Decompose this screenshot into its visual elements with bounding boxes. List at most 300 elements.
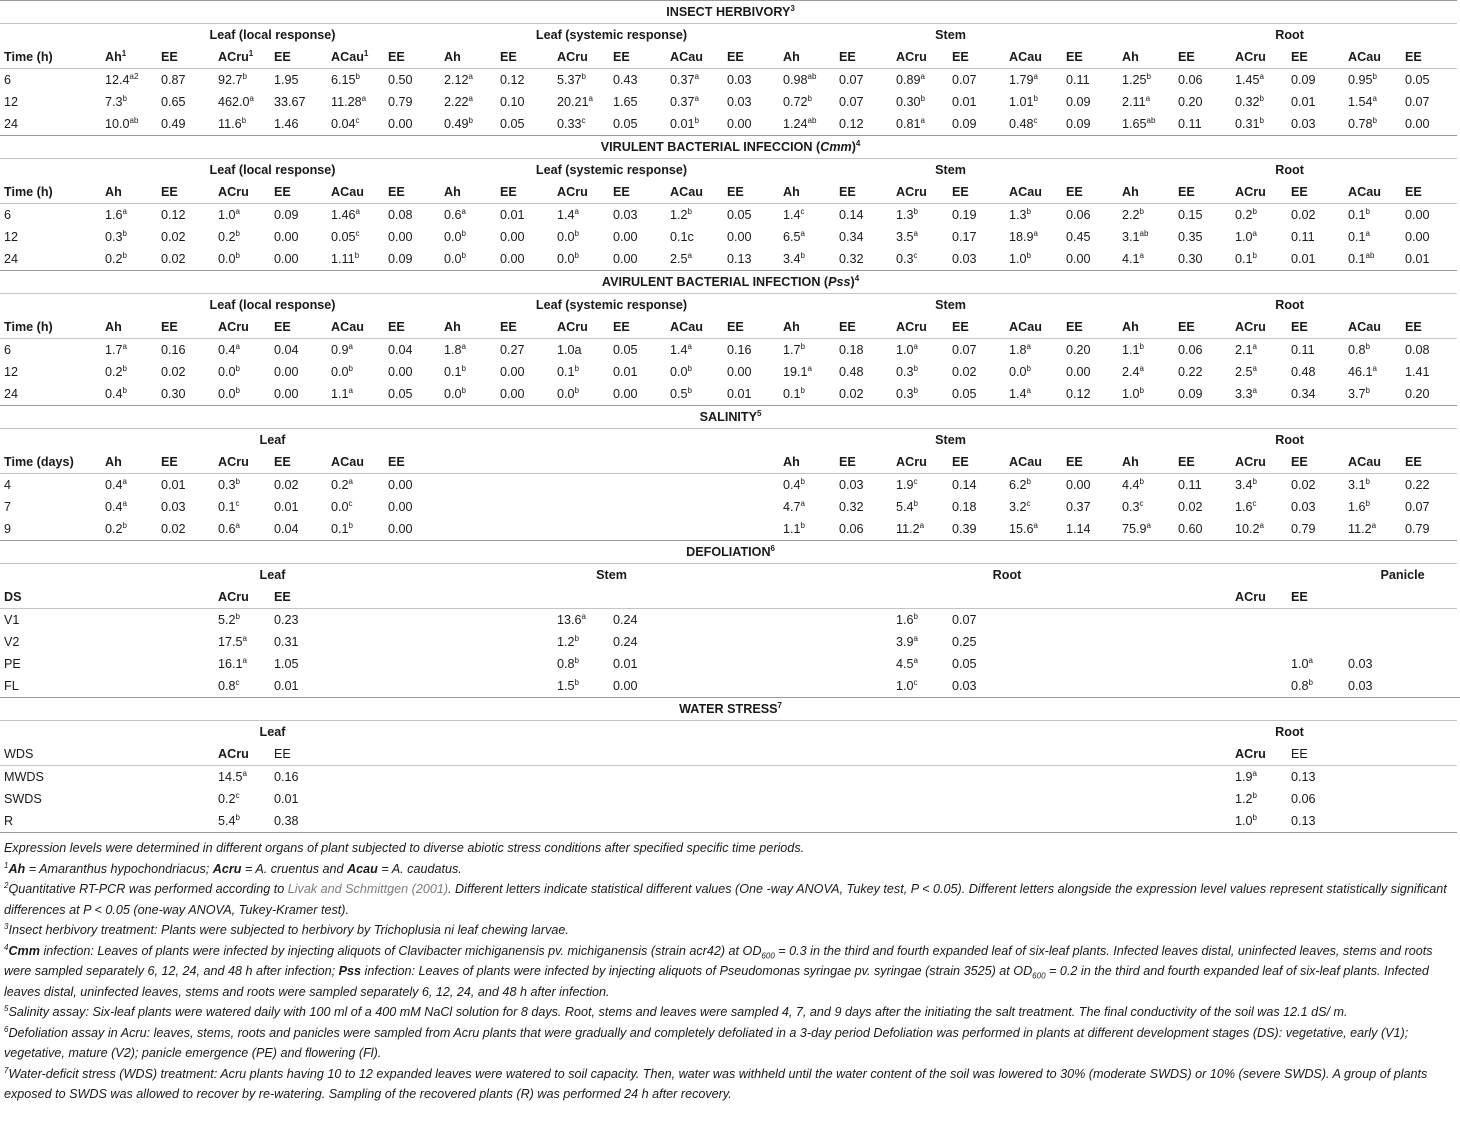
col-acau: ACau$^1$ [327, 46, 384, 69]
value-cell: 0.01$^b$ [666, 113, 723, 136]
value-cell: 75.9$^a$ [1118, 518, 1174, 541]
row-label: 12 [4, 365, 19, 379]
col-ee: EE [157, 451, 214, 474]
value-cell: 20.21$^a$ [557, 93, 593, 109]
section-title-virulent: VIRULENT BACTERIAL INFECCION (Cmm)$^4$ [0, 136, 1457, 159]
footnote-3: $^3$Insect herbivory treatment: Plants were subjected to herbivory by Trichoplusia ni leaf chewing larvae. [4, 921, 569, 937]
value-cell: 0.00 [609, 383, 666, 406]
col-ee: EE [157, 316, 214, 339]
value-cell: 1.4$^a$ [1005, 383, 1062, 406]
col-ee: EE [1401, 451, 1457, 474]
col-acru: ACru [892, 46, 948, 69]
defoliation-section [0, 541, 1460, 609]
value-cell: $12.4^{a2}$ [105, 71, 139, 87]
value-cell: 0.07 [839, 73, 864, 87]
col-ee: EE [157, 46, 214, 69]
value-cell: 0.02 [161, 365, 186, 379]
value-cell: 0.02 [1291, 478, 1316, 492]
value-cell: 0.48$^c$ [1005, 113, 1062, 136]
header-row [0, 451, 1460, 474]
value-cell: 10.0$^{ab}$ [101, 113, 157, 136]
value-cell: 1.8$^a$ [444, 341, 466, 357]
organ-leaf: Leaf [259, 725, 286, 739]
row-label: V2 [4, 635, 20, 649]
value-cell: 0.20 [1178, 95, 1203, 109]
defoliation-data [0, 609, 1460, 698]
value-cell: 0.78$^b$ [1344, 113, 1401, 136]
value-cell: 0.34 [839, 230, 864, 244]
organ-leaf-local: Leaf (local response) [209, 28, 336, 42]
col-acru: ACru [1231, 586, 1287, 609]
value-cell: 0.0$^b$ [440, 248, 496, 271]
section-title-defoliation: DEFOLIATION$^6$ [0, 541, 1457, 564]
value-cell: 0.06 [835, 518, 892, 541]
value-cell: 6.15$^b$ [331, 71, 360, 87]
col-acru: ACru [1231, 181, 1287, 204]
value-cell: 0.00 [1405, 208, 1430, 222]
col-time: Time (h) [0, 316, 101, 339]
value-cell: 0.06 [1178, 73, 1203, 87]
value-cell [723, 518, 779, 541]
value-cell [440, 518, 496, 541]
value-cell: 0.2$^a$ [331, 476, 353, 492]
value-cell: 0.00 [1405, 230, 1430, 244]
value-cell: 0.65 [161, 95, 186, 109]
value-cell: 1.4$^c$ [783, 206, 805, 222]
col-acau: ACau [1344, 46, 1401, 69]
salinity-section [0, 406, 1460, 474]
value-cell: 5.37$^b$ [557, 71, 586, 87]
value-cell: 7.3$^b$ [105, 93, 127, 109]
col-acau: ACau [1005, 316, 1062, 339]
col-acru: ACru [214, 586, 270, 609]
value-cell: 0.20 [1066, 343, 1091, 357]
value-cell: 0.95$^b$ [1348, 71, 1377, 87]
value-cell: 1.65 [613, 95, 638, 109]
value-cell: 0.00 [270, 248, 327, 271]
value-cell: 0.0$^b$ [214, 383, 270, 406]
value-cell: 0.05 [609, 113, 666, 136]
value-cell: 1.79$^a$ [1009, 71, 1038, 87]
value-cell: 0.30 [157, 383, 214, 406]
value-cell: 3.4$^b$ [1235, 476, 1257, 492]
value-cell: 0.45 [1066, 230, 1091, 244]
col-acru: ACru [214, 316, 270, 339]
value-cell: 0.3$^c$ [892, 248, 948, 271]
value-cell: 0.1c [670, 230, 694, 244]
row-label: 6 [4, 343, 12, 357]
organ-leaf-local: Leaf (local response) [209, 163, 336, 177]
value-cell: 0.00 [1066, 365, 1091, 379]
value-cell: 1.2$^b$ [1235, 790, 1257, 806]
col-ah: Ah [101, 451, 157, 474]
value-cell: 0.08 [388, 208, 413, 222]
value-cell: 0.02 [952, 365, 977, 379]
col-acru: ACru [1231, 316, 1287, 339]
value-cell: 0.79 [388, 95, 413, 109]
value-cell: 0.3$^b$ [218, 476, 240, 492]
value-cell [666, 474, 723, 497]
col-time: Time (days) [0, 451, 101, 474]
value-cell [496, 496, 553, 518]
col-ee: EE [835, 451, 892, 474]
value-cell: 0.24 [613, 635, 638, 649]
value-cell: 0.6$^a$ [214, 518, 270, 541]
value-cell: 0.15 [1178, 208, 1203, 222]
value-cell: 10.2$^a$ [1231, 518, 1287, 541]
col-acau: ACau [666, 181, 723, 204]
value-cell: 1.6$^c$ [1235, 498, 1257, 514]
value-cell: 0.0$^b$ [440, 383, 496, 406]
col-ee: EE [270, 586, 327, 609]
value-cell: 0.02 [161, 230, 186, 244]
value-cell: 0.0$^b$ [218, 363, 240, 379]
avirulent-section [0, 271, 1460, 339]
col-acau: ACau [666, 316, 723, 339]
value-cell: 0.98$^{ab}$ [783, 71, 817, 87]
col-acau: ACau [1344, 316, 1401, 339]
row-label: 4 [4, 478, 12, 492]
value-cell: 0.14 [952, 478, 977, 492]
col-ee: EE [1287, 46, 1344, 69]
value-cell: 0.30 [1174, 248, 1231, 271]
value-cell: 0.0$^b$ [553, 248, 609, 271]
value-cell: 0.03 [613, 208, 638, 222]
value-cell: 0.09 [384, 248, 440, 271]
value-cell: 0.00 [500, 230, 525, 244]
value-cell: 0.32 [839, 500, 864, 514]
value-cell: 0.05 [496, 113, 553, 136]
value-cell: 0.25 [952, 635, 977, 649]
organ-leaf-local: Leaf (local response) [209, 298, 336, 312]
value-cell: 1.54$^a$ [1348, 93, 1377, 109]
value-cell: 1.14 [1062, 518, 1118, 541]
value-cell: 1.0$^b$ [1118, 383, 1174, 406]
value-cell: 0.01 [613, 657, 638, 671]
value-cell: 1.7$^a$ [105, 341, 127, 357]
organ-stem: Stem [935, 298, 966, 312]
value-cell: 0.37$^a$ [670, 93, 699, 109]
value-cell: 3.9$^a$ [896, 633, 918, 649]
value-cell: 0.0$^b$ [444, 228, 466, 244]
section-title-avirulent: AVIRULENT BACTERIAL INFECTION (Pss)$^4$ [0, 271, 1457, 294]
value-cell: 0.01 [274, 500, 299, 514]
value-cell: 0.11 [1178, 478, 1202, 492]
value-cell: 0.1$^{ab}$ [1344, 248, 1401, 271]
organ-leaf-systemic: Leaf (systemic response) [535, 163, 688, 177]
value-cell: 0.03 [1344, 675, 1401, 698]
value-cell: 0.22 [1178, 365, 1203, 379]
value-cell: 0.00 [609, 675, 666, 698]
value-cell: 0.2$^b$ [101, 518, 157, 541]
table-row [0, 631, 1460, 653]
value-cell: 2.12$^a$ [444, 71, 473, 87]
value-cell: 0.07 [1405, 500, 1430, 514]
value-cell: 5.4$^b$ [214, 810, 270, 833]
organ-stem: Stem [935, 433, 966, 447]
col-acru: ACru [553, 46, 609, 69]
row-label: 9 [0, 518, 101, 541]
col-ee: EE [1287, 586, 1344, 609]
value-cell: 0.8$^b$ [1287, 675, 1344, 698]
value-cell: 15.6$^a$ [1005, 518, 1062, 541]
col-ee: EE [1062, 46, 1118, 69]
value-cell: 0.06 [1291, 792, 1316, 806]
value-cell: 0.2$^b$ [101, 248, 157, 271]
col-acru: ACru [1231, 46, 1287, 69]
value-cell: 0.05 [384, 383, 440, 406]
value-cell: 1.9$^c$ [896, 476, 918, 492]
value-cell: 3.1$^{ab}$ [1122, 228, 1149, 244]
col-acau: ACau [1005, 46, 1062, 69]
col-ee: EE [609, 316, 666, 339]
value-cell: 0.39 [948, 518, 1005, 541]
col-ee: EE [1401, 181, 1457, 204]
organ-root: Root [992, 568, 1022, 582]
value-cell: 0.16 [161, 343, 186, 357]
value-cell: 0.00 [496, 383, 553, 406]
value-cell: 0.12 [835, 113, 892, 136]
value-cell: 0.49 [157, 113, 214, 136]
table-footnotes [0, 838, 1460, 1105]
value-cell: 0.79 [1401, 518, 1457, 541]
value-cell: 0.31$^b$ [1231, 113, 1287, 136]
value-cell: 1.6$^b$ [1348, 498, 1370, 514]
col-ee: EE [496, 181, 553, 204]
value-cell: 0.0$^b$ [331, 363, 353, 379]
value-cell: 0.0$^b$ [1009, 363, 1031, 379]
value-cell: 0.11 [1174, 113, 1231, 136]
table-row [0, 339, 1460, 362]
value-cell: 0.16 [274, 770, 299, 784]
col-ah: Ah [440, 181, 496, 204]
value-cell: 0.4$^b$ [783, 476, 805, 492]
value-cell: 1.24$^{ab}$ [779, 113, 835, 136]
col-acru: ACru [214, 451, 270, 474]
value-cell: 4.5$^a$ [896, 655, 918, 671]
value-cell: 11.6$^b$ [214, 113, 270, 136]
value-cell: 0.1$^b$ [779, 383, 835, 406]
value-cell: 0.18 [839, 343, 864, 357]
value-cell: 0.01 [270, 675, 327, 698]
col-ee: EE [1062, 316, 1118, 339]
value-cell: 1.0$^a$ [218, 206, 240, 222]
col-acru: ACru [214, 743, 270, 766]
col-ah: Ah [1118, 181, 1174, 204]
value-cell: 0.22 [1405, 478, 1430, 492]
col-ee: EE [723, 316, 779, 339]
value-cell: 46.1$^a$ [1348, 363, 1377, 379]
col-ee: EE [384, 181, 440, 204]
value-cell: 0.31 [274, 635, 299, 649]
col-wds: WDS [0, 743, 101, 766]
value-cell: 0.0$^b$ [670, 363, 692, 379]
value-cell: 0.00 [723, 113, 779, 136]
value-cell [553, 496, 609, 518]
value-cell: 0.01 [274, 792, 299, 806]
value-cell: 0.19 [952, 208, 977, 222]
value-cell: 0.48 [1291, 365, 1316, 379]
value-cell: 11.28$^a$ [331, 93, 367, 109]
value-cell: 0.00 [609, 248, 666, 271]
organ-stem: Stem [935, 28, 966, 42]
value-cell: 19.1$^a$ [783, 363, 812, 379]
value-cell: 0.00 [727, 365, 752, 379]
insect-data [0, 69, 1460, 136]
value-cell: 3.3$^a$ [1231, 383, 1287, 406]
value-cell: 0.87 [161, 73, 186, 87]
value-cell: 0.13 [723, 248, 779, 271]
organ-stem: Stem [935, 163, 966, 177]
value-cell: 0.0$^b$ [557, 228, 579, 244]
value-cell: 17.5$^a$ [218, 633, 247, 649]
value-cell: 0.04 [270, 518, 327, 541]
value-cell: 0.3$^b$ [896, 363, 918, 379]
value-cell: 3.4$^b$ [779, 248, 835, 271]
section-title-salinity: SALINITY$^5$ [0, 406, 1457, 429]
col-time: Time (h) [0, 181, 101, 204]
organ-panicle: Panicle [1380, 568, 1425, 582]
value-cell: 0.50 [388, 73, 413, 87]
value-cell: 1.3$^b$ [1009, 206, 1031, 222]
organ-leaf: Leaf [259, 568, 286, 582]
value-cell: 0.60 [1174, 518, 1231, 541]
value-cell: 0.1$^b$ [1231, 248, 1287, 271]
organ-leaf-systemic: Leaf (systemic response) [535, 298, 688, 312]
value-cell [440, 474, 496, 497]
value-cell: 1.3$^b$ [896, 206, 918, 222]
col-acau: ACau [1344, 451, 1401, 474]
value-cell [666, 496, 723, 518]
col-acru: ACru$^1$ [214, 46, 270, 69]
organ-leaf-systemic: Leaf (systemic response) [535, 28, 688, 42]
col-acau: ACau [327, 451, 384, 474]
header-row [0, 181, 1460, 204]
value-cell: 11.2$^a$ [892, 518, 948, 541]
footnote-intro: Expression levels were determined in different organs of plant subjected to diverse abiotic stress conditions after specified specific time periods. [4, 841, 805, 855]
value-cell: 0.02 [157, 518, 214, 541]
value-cell: 0.00 [727, 230, 752, 244]
value-cell: 1.1$^b$ [779, 518, 835, 541]
col-ee: EE [1287, 181, 1344, 204]
row-label: 24 [0, 248, 101, 271]
footnote-4: $^4$Cmm infection: Leaves of plants were infected by injecting aliquots of Clavibacter michiganensis pv. michiganensis (strain acr42) at $OD_{600} = 0.3$ in the third and fourth expanded leaf of six-leaf plants. Infected leaves distal, uninfected leaves, stems and roots were sampled separately 6, 12, 24, and 48 h after infection; Pss infection: Leaves of plants were infected by injecting aliquots of Pseudomonas syringae pv. syringae (strain 3525) at $OD_{600} = 0.2$ in the third and fourth expanded leaf of six-leaf plants. Infected leaves distal, uninfected leaves, stems and roots were sampled separately 6, 12, 24, and 48 h after infection. [4, 942, 1433, 999]
row-label: 6 [4, 208, 12, 222]
col-ee: EE [1287, 316, 1344, 339]
value-cell: 0.01 [161, 478, 186, 492]
value-cell: 0.03 [1287, 113, 1344, 136]
value-cell: 3.2$^c$ [1009, 498, 1031, 514]
value-cell: 0.07 [952, 73, 977, 87]
value-cell: 1.6$^a$ [105, 206, 127, 222]
col-ee: EE [948, 316, 1005, 339]
row-label: 24 [0, 113, 101, 136]
value-cell: 0.2$^b$ [1235, 206, 1257, 222]
value-cell: 0.24 [613, 613, 638, 627]
value-cell [723, 496, 779, 518]
value-cell [609, 518, 666, 541]
table-row [0, 675, 1460, 698]
value-cell: 0.32$^b$ [1235, 93, 1264, 109]
value-cell: 1.45$^a$ [1235, 71, 1264, 87]
col-ee: EE [1287, 451, 1344, 474]
value-cell: 0.1$^b$ [327, 518, 384, 541]
row-label: PE [4, 657, 21, 671]
col-ee: EE [496, 316, 553, 339]
value-cell: 0.00 [500, 365, 525, 379]
value-cell: 0.07 [952, 613, 977, 627]
value-cell [609, 496, 666, 518]
value-cell: 1.8$^a$ [1009, 341, 1031, 357]
value-cell: 4.7$^a$ [783, 498, 805, 514]
value-cell: 0.4$^a$ [105, 476, 127, 492]
value-cell: 33.67 [274, 95, 306, 109]
value-cell: 1.1$^b$ [1122, 341, 1144, 357]
col-acru: ACru [892, 451, 948, 474]
value-cell: 5.4$^b$ [896, 498, 918, 514]
reference-link[interactable]: Livak and Schmittgen (2001) [287, 882, 449, 896]
value-cell: 0.00 [270, 383, 327, 406]
value-cell: 0.4$^a$ [105, 498, 127, 514]
col-ee: EE [1401, 316, 1457, 339]
value-cell: 0.00 [384, 113, 440, 136]
organ-stem: Stem [596, 568, 627, 582]
value-cell: 1.01$^b$ [1009, 93, 1038, 109]
value-cell: 1.4$^a$ [670, 341, 692, 357]
section-title-water: WATER STRESS$^7$ [0, 698, 1457, 721]
value-cell: 0.1$^b$ [557, 363, 579, 379]
value-cell: 0.8$^c$ [214, 675, 270, 698]
value-cell: 0.49$^b$ [440, 113, 496, 136]
value-cell: 0.13 [1287, 810, 1344, 833]
value-cell: 0.01 [500, 208, 525, 222]
col-time: Time (h) [0, 46, 101, 69]
row-label: 7 [4, 500, 12, 514]
value-cell: 0.11 [1291, 343, 1315, 357]
table-row [0, 383, 1460, 406]
row-label: R [0, 810, 101, 833]
value-cell: 6.5$^a$ [783, 228, 805, 244]
virulent-data [0, 204, 1460, 271]
col-acru: ACru [553, 316, 609, 339]
col-acau: ACau [666, 46, 723, 69]
col-ds: DS [0, 586, 101, 609]
value-cell: 0.9$^a$ [331, 341, 353, 357]
col-ee: EE [609, 46, 666, 69]
value-cell: 0.03 [161, 500, 186, 514]
value-cell: 3.1$^b$ [1348, 476, 1370, 492]
value-cell: 0.02 [1291, 208, 1316, 222]
value-cell: 0.10 [500, 95, 525, 109]
col-ee: EE [1062, 181, 1118, 204]
table-row [0, 226, 1460, 248]
table-row [0, 248, 1460, 271]
value-cell: 1.7$^b$ [783, 341, 805, 357]
col-ah: Ah$^1$ [101, 46, 157, 69]
value-cell: 0.03 [1291, 500, 1316, 514]
col-ee: EE [157, 181, 214, 204]
col-ah: Ah [101, 181, 157, 204]
col-ee: EE [835, 181, 892, 204]
row-label: 24 [0, 383, 101, 406]
value-cell: 0.6$^a$ [444, 206, 466, 222]
col-ee: EE [948, 451, 1005, 474]
col-ee: EE [1062, 451, 1118, 474]
table-row [0, 496, 1460, 518]
value-cell: 2.11$^a$ [1122, 93, 1151, 109]
col-ah: Ah [1118, 316, 1174, 339]
value-cell: 0.05 [613, 343, 638, 357]
